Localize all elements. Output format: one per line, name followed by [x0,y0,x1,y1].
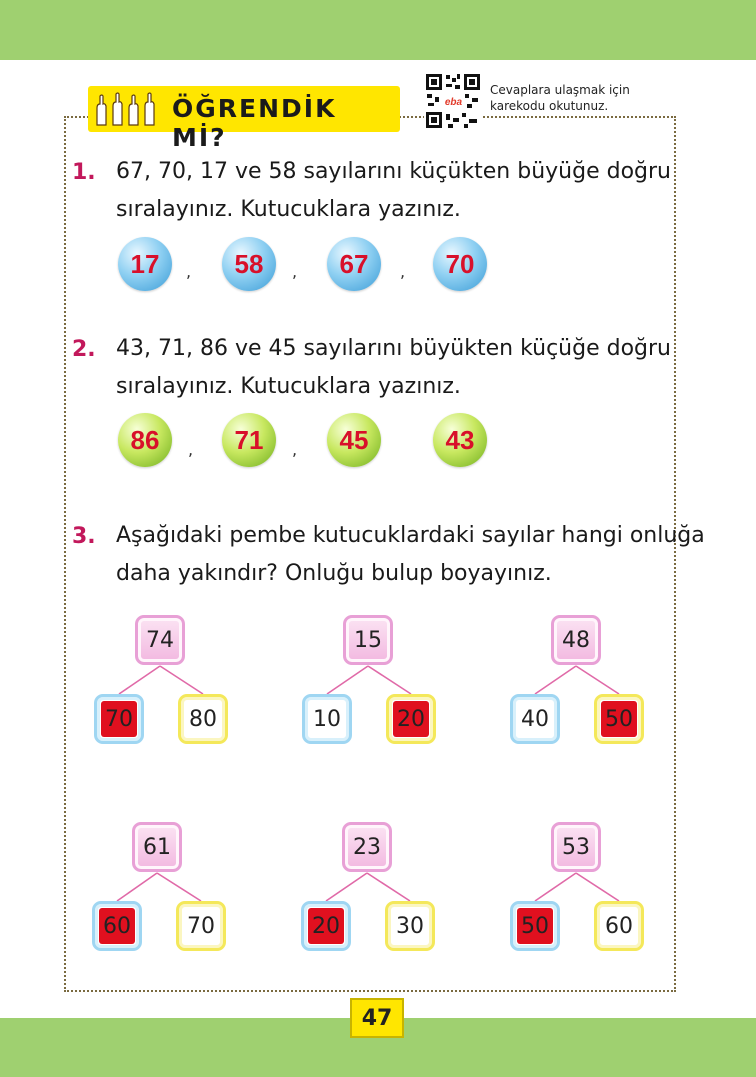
pink-number-box: 15 [343,615,393,665]
question-2-number: 2. [72,337,96,362]
question-3-number: 3. [72,524,96,549]
comma: , [292,440,298,459]
tens-option-box[interactable]: 60 [594,901,644,951]
comma: , [292,262,298,281]
comma: , [186,262,192,281]
qr-caption: Cevaplara ulaşmak için karekodu okutunuz. [490,83,630,113]
comma: , [188,440,194,459]
section-title: ÖĞRENDİK Mİ? [172,94,337,152]
comma: , [400,262,406,281]
answer-ball[interactable]: 43 [433,413,487,467]
tens-option-box[interactable]: 20 [301,901,351,951]
answer-ball[interactable]: 86 [118,413,172,467]
question-3-text: Aşağıdaki pembe kutucuklardaki sayılar hangi onluğa daha yakındır? Onluğu bulup boyayınız. [116,523,705,586]
tens-option-box[interactable]: 10 [302,694,352,744]
question-1-text: 67, 70, 17 ve 58 sayılarını küçükten büyüğe doğru sıralayınız. Kutucuklara yazınız. [116,159,671,222]
tens-option-box[interactable]: 70 [176,901,226,951]
answer-ball[interactable]: 58 [222,237,276,291]
question-2-text: 43, 71, 86 ve 45 sayılarını büyükten küçüğe doğru sıralayınız. Kutucuklara yazınız. [116,336,671,399]
pink-number-box: 23 [342,822,392,872]
answer-ball[interactable]: 45 [327,413,381,467]
pink-number-box: 53 [551,822,601,872]
pink-number-box: 74 [135,615,185,665]
tens-option-box[interactable]: 60 [92,901,142,951]
answer-ball[interactable]: 70 [433,237,487,291]
page-number: 47 [350,998,404,1038]
pink-number-box: 48 [551,615,601,665]
answer-ball[interactable]: 71 [222,413,276,467]
answer-ball[interactable]: 67 [327,237,381,291]
tens-option-box[interactable]: 20 [386,694,436,744]
tens-option-box[interactable]: 80 [178,694,228,744]
tens-option-box[interactable]: 50 [510,901,560,951]
tens-option-box[interactable]: 50 [594,694,644,744]
tens-option-box[interactable]: 40 [510,694,560,744]
answer-ball[interactable]: 17 [118,237,172,291]
qr-logo-text: eba [444,97,463,108]
question-1-number: 1. [72,160,96,185]
pink-number-box: 61 [132,822,182,872]
tens-option-box[interactable]: 30 [385,901,435,951]
tens-option-box[interactable]: 70 [94,694,144,744]
